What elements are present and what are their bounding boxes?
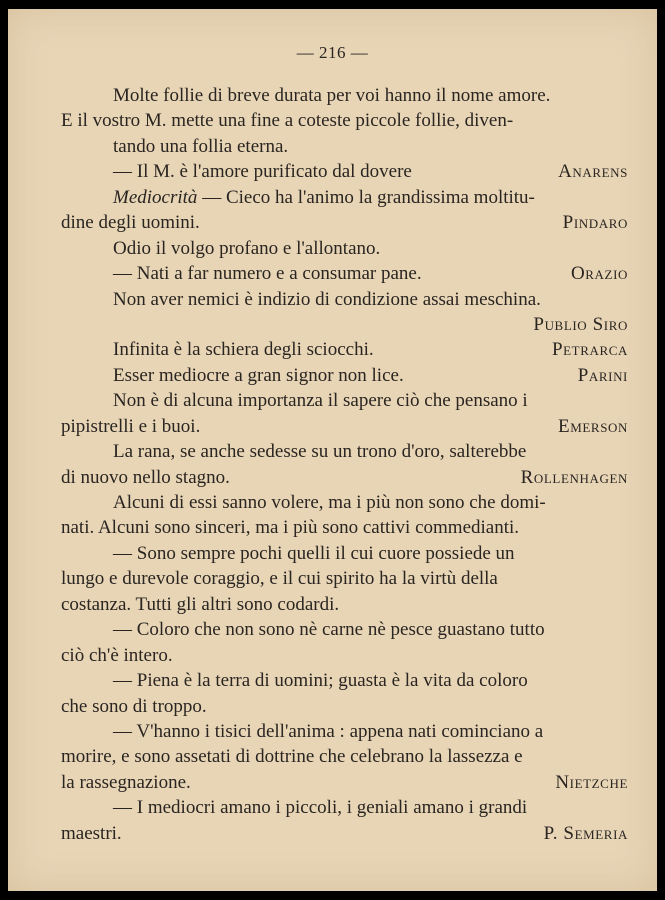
line-text: nati. Alcuni sono sinceri, ma i più sono cattivi commedianti.: [61, 517, 520, 539]
line-text: — I mediocri amano i piccoli, i geniali amano i grandi: [113, 797, 528, 819]
line-text: di nuovo nello stagno.: [61, 466, 230, 488]
line-text: — Coloro che non sono nè carne nè pesce guastano tutto: [113, 619, 545, 641]
author-attribution: Emerson: [558, 415, 628, 437]
text-line: [61, 236, 628, 261]
text-line: [61, 592, 628, 617]
line-text: La rana, se anche sedesse su un trono d'oro, salterebbe: [113, 441, 527, 463]
text-line: [61, 515, 628, 540]
line-text: — Sono sempre pochi quelli il cui cuore possiede un: [113, 542, 515, 564]
text-line: [61, 490, 628, 515]
text-line: [61, 744, 628, 769]
text-line: [61, 414, 628, 439]
author-attribution: P. Semeria: [543, 822, 628, 844]
line-text: tando una follia eterna.: [113, 135, 289, 157]
author-attribution: Parini: [577, 364, 628, 386]
text-line: [61, 185, 628, 210]
line-text: ciò ch'è intero.: [61, 644, 173, 666]
line-text: E il vostro M. mette una fine a coteste piccole follie, diven-: [61, 110, 514, 132]
line-text: — Nati a far numero e a consumar pane.: [113, 263, 422, 285]
text-line: [61, 261, 628, 286]
text-line: [61, 134, 628, 159]
page-frame: [8, 9, 657, 891]
author-attribution: Rollenhagen: [520, 466, 628, 488]
author-attribution: Anarens: [558, 161, 628, 183]
text-line: [61, 287, 628, 312]
author-attribution: Pindaro: [562, 212, 628, 234]
text-line: [61, 363, 628, 388]
author-attribution: Nietzche: [555, 771, 628, 793]
text-block: [61, 83, 628, 846]
line-text: Infinita è la schiera degli sciocchi.: [113, 339, 374, 361]
line-text: Esser mediocre a gran signor non lice.: [113, 364, 404, 386]
author-attribution: Petrarca: [551, 339, 628, 361]
text-line: [61, 821, 628, 846]
line-text: dine degli uomini.: [61, 212, 200, 234]
line-text: Non è di alcuna importanza il sapere ciò che pensano i: [113, 390, 528, 412]
text-line: [61, 770, 628, 795]
author-attribution: Publio Siro: [533, 313, 628, 335]
text-line: [61, 719, 628, 744]
text-line: [61, 388, 628, 413]
line-text: Molte follie di breve durata per voi hanno il nome amore.: [113, 85, 551, 106]
text-line: [61, 465, 628, 490]
text-line: [61, 312, 628, 337]
line-text: la rassegnazione.: [61, 771, 191, 793]
text-line: [61, 541, 628, 566]
text-line: [61, 439, 628, 464]
line-text: — Piena è la terra di uomini; guasta è la vita da coloro: [113, 670, 528, 692]
text-line: [61, 668, 628, 693]
italic-keyword: Mediocrità: [113, 186, 198, 208]
line-text: morire, e sono assetati di dottrine che celebrano la lassezza e: [61, 746, 523, 768]
line-text: maestri.: [61, 822, 122, 844]
line-text: costanza. Tutti gli altri sono codardi.: [61, 593, 340, 615]
line-text: — Il M. è l'amore purificato dal dovere: [113, 161, 412, 183]
text-line: [61, 566, 628, 591]
text-line: [61, 795, 628, 820]
line-text: pipistrelli e i buoi.: [61, 415, 201, 437]
book-page: [8, 9, 657, 891]
line-text: — V'hanno i tisici dell'anima : appena nati cominciano a: [113, 720, 544, 742]
text-line: [61, 210, 628, 235]
author-attribution: Orazio: [570, 263, 628, 285]
text-line: [61, 108, 628, 133]
line-text: lungo e durevole coraggio, e il cui spirito ha la virtù della: [61, 568, 498, 590]
line-text: — Cieco ha l'animo la grandissima moltitu-: [197, 186, 535, 208]
page-number: — 216 —: [296, 43, 369, 62]
text-line: [61, 643, 628, 668]
text-line: [61, 617, 628, 642]
text-line: [61, 83, 628, 108]
line-text: Odio il volgo profano e l'allontano.: [113, 237, 381, 259]
line-text: Non aver nemici è indizio di condizione assai meschina.: [113, 288, 541, 310]
line-text: che sono di troppo.: [61, 695, 207, 717]
text-line: [61, 159, 628, 184]
text-line: [61, 694, 628, 719]
text-line: [61, 337, 628, 362]
line-text: Alcuni di essi sanno volere, ma i più non sono che domi-: [113, 492, 546, 513]
